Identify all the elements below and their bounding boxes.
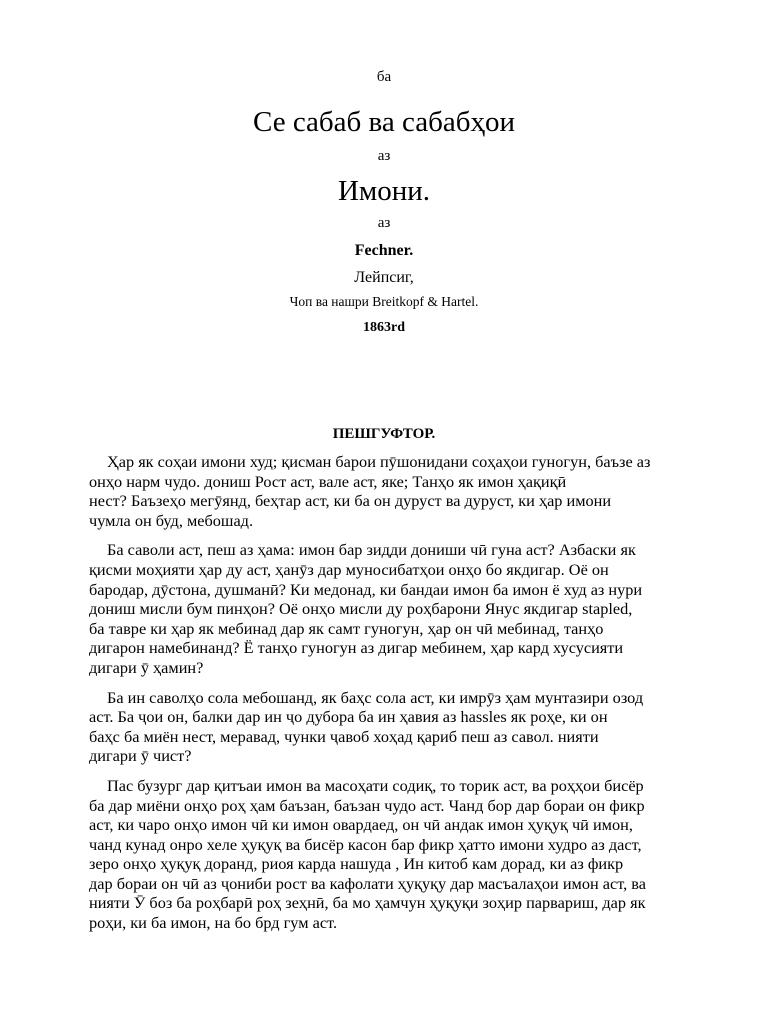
text-line: бародар, дӯстона, душманӣ? Ки медонад, ки бандаи имон ба имон ё худ аз нури [89, 579, 643, 599]
text-line: аст, ки чаро онҳо имон чӣ ки имон овардаед, он чӣ андак имон ҳуқуқ чӣ имон, [89, 815, 633, 835]
text-line: зеро онҳо ҳуқуқ доранд, риоя карда нашуда , Ин китоб кам дорад, ки аз фикр [89, 854, 624, 874]
publication-year: 1863rd [363, 320, 405, 335]
text-line: қисми моҳияти ҳар ду аст, ҳанӯз дар муносибатҳои онҳо бо якдигар. Оё он [89, 559, 609, 579]
paragraph-3 [71, 688, 701, 766]
publication-city: Лейпсиг, [354, 269, 414, 286]
paragraph-2 [71, 540, 701, 677]
book-title-line-1: Се сабаб ва сабабҳои [253, 106, 515, 138]
text-line: Ҳар як соҳаи имони худ; қисман барои пӯшонидани соҳаҳои гуногун, баъзе аз [107, 452, 651, 471]
text-line: дигари ӯ ҳамин? [89, 657, 204, 677]
text-line: роҳи, ки ба имон, на бо брд гум аст. [89, 913, 338, 933]
title-connector-1: аз [377, 148, 391, 164]
paragraph-4 [71, 776, 701, 933]
text-line: дигарон намебинанд? Ё танҳо гуногун аз дигар мебинем, ҳар кард хусусияти [89, 638, 624, 658]
publisher-line: Чоп ва нашри Breitkopf & Hartel. [289, 294, 479, 309]
text-line: чанд кунад онро хеле ҳуқуқ ва бисёр касон бар фикр ҳатто имони худро аз даст, [89, 834, 642, 854]
text-line: чумла он буд, мебошад. [89, 510, 254, 530]
preface-heading: ПЕШГУФТОР. [332, 426, 436, 442]
text-line: аст. Ба ҷои он, балки дар ин ҷо дубора ба ин ҳавия аз hassles як роҳе, ки он [89, 707, 608, 727]
text-line: Пас бузург дар қитъаи имон ва масоҳати содиқ, то торик аст, ва роҳҳои бисёр [107, 775, 644, 795]
text-line: ба дар миёни онҳо роҳ ҳам баъзан, баъзан чудо аст. Чанд бор дар бораи он фикр [89, 795, 645, 815]
text-line: нест? Баъзеҳо мегӯянд, беҳтар аст, ки ба он дуруст ва дуруст, ки ҳар имони [89, 491, 612, 511]
text-line: дониш мисли бум пинҳон? Оё онҳо мисли ду роҳбарони Янус якдигар stapled, [89, 599, 633, 619]
title-connector-2: аз [377, 215, 391, 231]
text-line: дигари ӯ чист? [89, 746, 192, 766]
title-prefix: ба [376, 69, 392, 85]
text-line: Ба саволи аст, пеш аз ҳама: имон бар зидди дониши чӣ гуна аст? Азбаски як [107, 540, 636, 560]
book-title-line-2: Имони. [337, 175, 431, 207]
text-line: ба тавре ки ҳар як мебинад дар як самт гуногун, ҳар он чӣ мебинад, танҳо [89, 618, 604, 638]
preface-body [71, 452, 701, 943]
text-line: онҳо нарм чудо. дониш Рост аст, вале аст, яке; Танҳо як имон ҳақиқӣ [89, 471, 567, 491]
text-line: нияти Ӯ боз ба роҳбарӣ роҳ зеҳнӣ, ба мо ҳамчун ҳуқуқи зоҳир парвариш, дар як [89, 893, 646, 913]
author-name: Fechner. [354, 242, 414, 259]
text-line: дар бораи он чӣ аз ҷониби рост ва кафолати ҳуқуқу дар масъалаҳои имон аст, ва [89, 873, 646, 893]
text-line: Ба ин саволҳо сола мебошанд, як баҳс сола аст, ки имрӯз ҳам мунтазири озод [107, 687, 644, 707]
text-line: баҳс ба миён нест, меравад, чунки ҷавоб хоҳад қариб пеш аз савол. нияти [89, 726, 599, 746]
paragraph-1 [71, 452, 701, 530]
